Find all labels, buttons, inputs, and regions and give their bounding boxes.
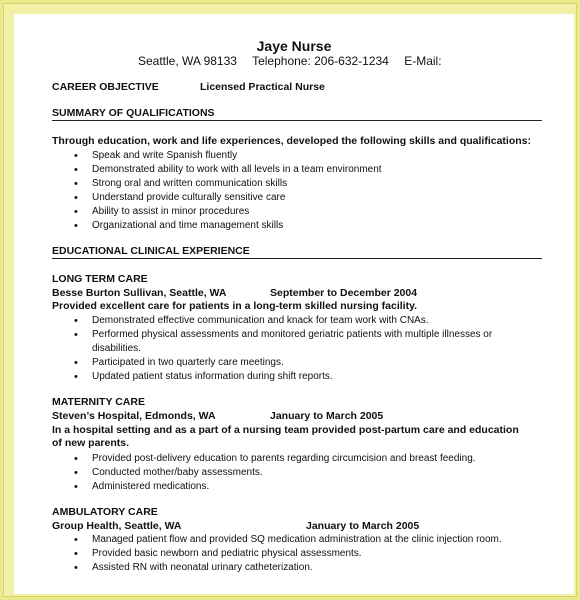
section-place: Group Health, Seattle, WA <box>52 520 182 532</box>
list-item: • Understand provide culturally sensitive care <box>74 191 382 205</box>
education-heading: EDUCATIONAL CLINICAL EXPERIENCE <box>52 245 250 257</box>
section-list <box>74 452 476 494</box>
objective-heading: CAREER OBJECTIVE <box>52 81 159 93</box>
list-item: • Assisted RN with neonatal urinary catheterization. <box>74 561 502 575</box>
section-list <box>74 314 532 384</box>
list-item: • Updated patient status information during shift reports. <box>74 370 532 384</box>
candidate-name: Jaye Nurse <box>256 38 332 54</box>
section-description: Provided excellent care for patients in a long-term skilled nursing facility. <box>52 300 418 312</box>
list-item: • Performed physical assessments and monitored geriatric patients with multiple illnesses or disabilities. <box>74 328 532 356</box>
list-item: • Strong oral and written communication skills <box>74 177 382 191</box>
section-title: AMBULATORY CARE <box>52 506 158 518</box>
list-item: • Participated in two quarterly care meetings. <box>74 356 532 370</box>
resume-page <box>14 14 574 594</box>
contact-line <box>138 54 454 68</box>
summary-list <box>74 149 382 233</box>
section-dates: January to March 2005 <box>270 410 384 422</box>
list-item: • Speak and write Spanish fluently <box>74 149 382 163</box>
list-item: • Ability to assist in minor procedures <box>74 205 382 219</box>
contact-telephone: Telephone: 206-632-1234 <box>252 54 389 68</box>
section-place: Besse Burton Sullivan, Seattle, WA <box>52 287 227 299</box>
list-item: • Conducted mother/baby assessments. <box>74 466 476 480</box>
list-item: • Provided basic newborn and pediatric physical assessments. <box>74 547 502 561</box>
summary-intro: Through education, work and life experiences, developed the following skills and qualifications: <box>52 135 531 147</box>
section-title: MATERNITY CARE <box>52 396 145 408</box>
contact-email: E-Mail: <box>404 54 442 68</box>
list-item: • Organizational and time management skills <box>74 219 382 233</box>
list-item: • Managed patient flow and provided SQ medication administration at the clinic injection room. <box>74 533 502 547</box>
contact-city: Seattle, WA 98133 <box>138 54 237 68</box>
section-dates: January to March 2005 <box>306 520 420 532</box>
section-dates: September to December 2004 <box>270 287 418 299</box>
list-item: • Provided post-delivery education to parents regarding circumcision and breast feeding. <box>74 452 476 466</box>
list-item: • Administered medications. <box>74 480 476 494</box>
section-divider <box>52 258 542 259</box>
section-place: Steven’s Hospital, Edmonds, WA <box>52 410 216 422</box>
section-list <box>74 533 502 575</box>
page-frame <box>3 3 577 597</box>
section-description: In a hospital setting and as a part of a nursing team provided post-partum care and education of new parents. <box>52 424 519 449</box>
list-item: • Demonstrated ability to work with all levels in a team environment <box>74 163 382 177</box>
section-divider <box>52 120 542 121</box>
summary-heading: SUMMARY OF QUALIFICATIONS <box>52 107 215 119</box>
section-title: LONG TERM CARE <box>52 273 148 285</box>
list-item: • Demonstrated effective communication and knack for team work with CNAs. <box>74 314 532 328</box>
objective-value: Licensed Practical Nurse <box>200 81 325 93</box>
